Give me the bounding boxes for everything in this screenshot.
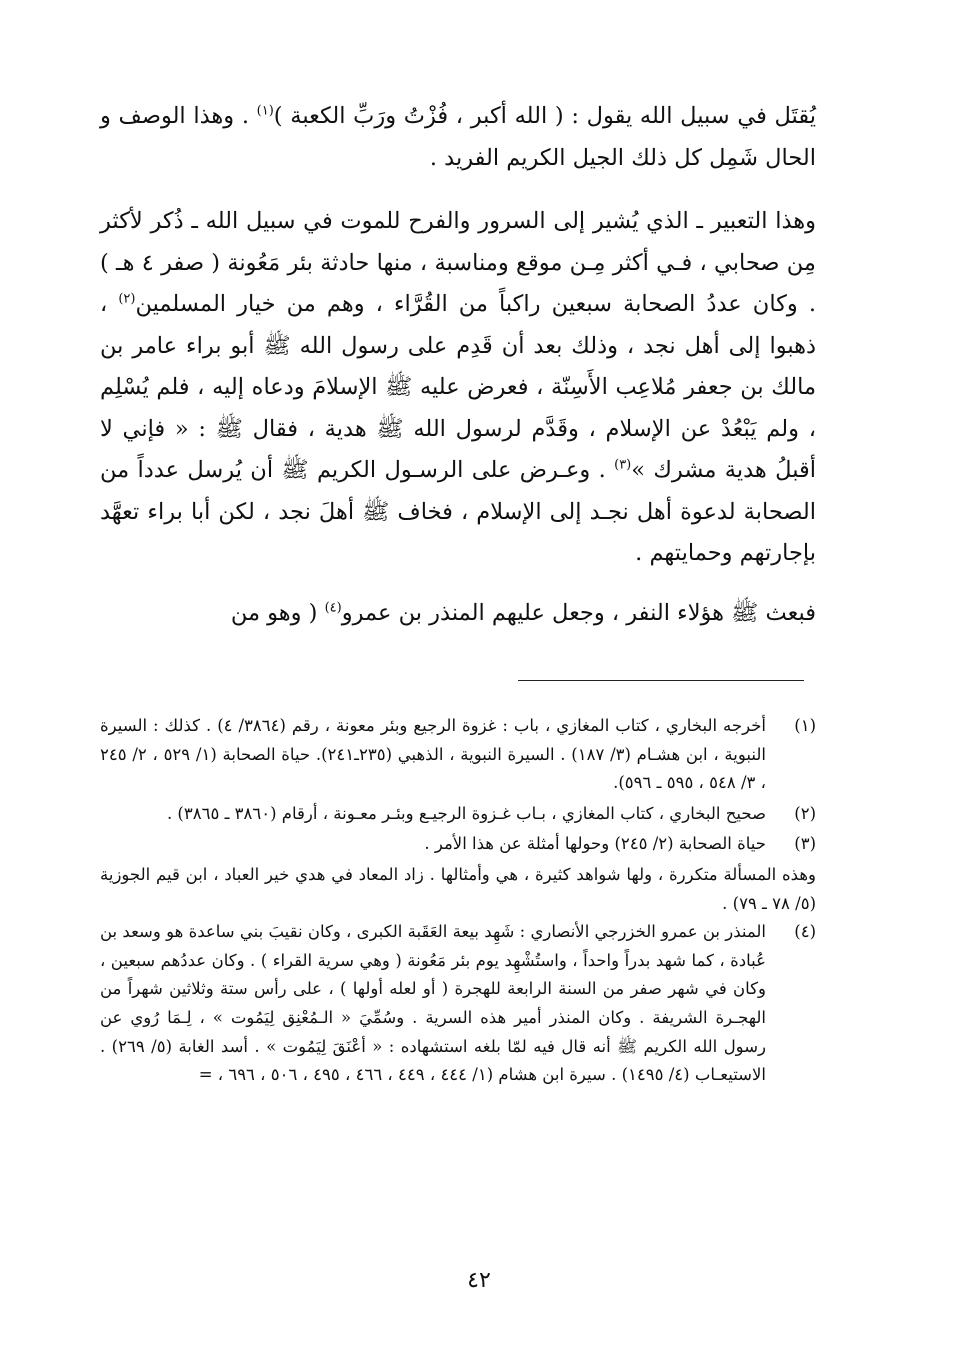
paragraph-1 xyxy=(100,96,816,179)
paragraph-1-text-a: يُقتَل في سبيل الله يقول : ( الله أكبر ، فُزْتُ ورَبِّ الكعبة ) xyxy=(273,103,816,129)
footnote-4 xyxy=(100,918,816,1090)
footnote-number: (٤) xyxy=(794,922,816,942)
main-text xyxy=(100,96,816,634)
footnote-separator xyxy=(518,680,804,681)
footnote-3-continuation: وهذه المسألة متكررة ، ولها شواهد كثيرة ، هي وأمثالها . زاد المعاد في هدي خير العباد ، ابن قيم الجوزية (٥/ ٧٨ ـ ٧٩) . xyxy=(100,864,816,913)
paragraph-3-text-b: ( وهو من xyxy=(230,599,325,626)
page-number: ٤٢ xyxy=(467,1268,491,1293)
footnote-ref-3[interactable]: (٣) xyxy=(614,457,632,473)
paragraph-3-text-a: فبعث ﷺ هؤلاء النفر ، وجعل عليهم المنذر بن عمرو xyxy=(341,599,816,626)
footnote-text: صحيح البخاري ، كتاب المغازي ، بـاب غـزوة الرجيـع وبئـر معـونة ، أرقام (٣٨٦٠ ـ ٣٨٦٥) . xyxy=(166,803,766,823)
footnotes xyxy=(100,712,816,1092)
paragraph-2 xyxy=(100,201,816,575)
paragraph-2-text-b: ، ذهبوا إلى أهل نجد ، وذلك بعد أن قَدِم على رسول الله ﷺ أبو براء عامر بن مالك بن جعفر مُلاعِب الأَسِنّة ، فعرض عليه ﷺ الإسلامَ ودعاه إليه ، فلم يُسْلِم ، ولم يَبْعُدْ عن الإسلام ، وقَدَّم لرسول الله ﷺ هدية ، فقال ﷺ : « فإني لا أقبلُ هدية مشرك » xyxy=(100,291,816,483)
footnote-1 xyxy=(100,712,816,798)
paragraph-3 xyxy=(100,593,816,635)
footnote-text: أخرجه البخاري ، كتاب المغازي ، باب : غزوة الرجيع وبئر معونة ، رقم (٣٨٦٤/ ٤) . كذلك : السيرة النبوية ، ابن هشـام (٣/ ١٨٧) . السيرة النبوية ، الذهبي (٢٣٥ـ٢٤١). حياة الصحابة (١/ ٥٢٩ ، ٢/ ٢٤٥ ، ٣/ ٥٤٨ ، ٥٩٥ ـ ٥٩٦). xyxy=(100,716,766,793)
footnote-number: (٣) xyxy=(794,834,816,854)
footnote-2 xyxy=(100,800,816,829)
paragraph-2-text-a: وهذا التعبير ـ الذي يُشير إلى السرور والفرح للموت في سبيل الله ـ ذُكر لأكثر مِن صحابي ، فـي أكثر مِـن موقع ومناسبة ، منها حادثة بئر مَعُونة ( صفر ٤ هـ ) . وكان عددُ الصحابة سبعين راكباً من القُرَّاء ، وهم من خيار المسلمين xyxy=(100,208,816,317)
footnote-ref-1[interactable]: (١) xyxy=(256,103,274,119)
footnote-text: حياة الصحابة (٢/ ٢٤٥) وحولها أمثلة عن هذا الأمر . xyxy=(424,834,766,854)
footnote-3 xyxy=(100,830,816,859)
footnote-number: (٢) xyxy=(794,803,816,823)
footnote-ref-4[interactable]: (٤) xyxy=(324,600,342,615)
paragraph-1-text-b: . وهذا الوصف و الحال شَمِل كل ذلك الجيل الكريم الفريد . xyxy=(100,103,816,171)
paragraph-2-text-c: . وعـرض على الرسـول الكريم ﷺ أن يُرسل عدداً من الصحابة لدعوة أهل نجـد إلى الإسلام ، فخاف ﷺ أهلَ نجد ، لكن أبا براء تعهَّد بإجارتهم وحمايتهم . xyxy=(100,457,816,566)
footnote-number: (١) xyxy=(794,716,816,735)
footnote-ref-2[interactable]: (٢) xyxy=(118,291,136,307)
footnote-text: المنذر بن عمرو الخزرجي الأنصاري : شَهِد بيعة العَقَبة الكبرى ، وكان نقيبَ بني ساعدة هو وسعد بن عُبادة ، كما شهد بدراً واحداً ، واستُشْهِد يوم بئر مَعُونة ( وهي سرية القراء ) . وكان عددُهم سبعين ، وكان في شهر صفر من السنة الرابعة للهجرة ( أو لعله أولها ) ، على رأس ستة وثلاثين شهراً من الهجـرة الشريفة . وكان المنذر أمير هذه السرية . وسُمِّيَ « الـمُعْنِق لِيَمُوت » ، لِـمَا رُوي عن رسول الله الكريم ﷺ أنه قال فيه لمّا بلغه استشهاده : « أعْنَقَ لِيَمُوت » . أسد الغابة (٥/ ٢٦٩) . الاستيعـاب (٤/ ١٤٩٥) . سيرة ابن هشام (١/ ٤٤٤ ، ٤٤٩ ، ٤٦٦ ، ٤٩٥ ، ٥٠٦ ، ٦٩٦ ، = xyxy=(100,922,767,1085)
